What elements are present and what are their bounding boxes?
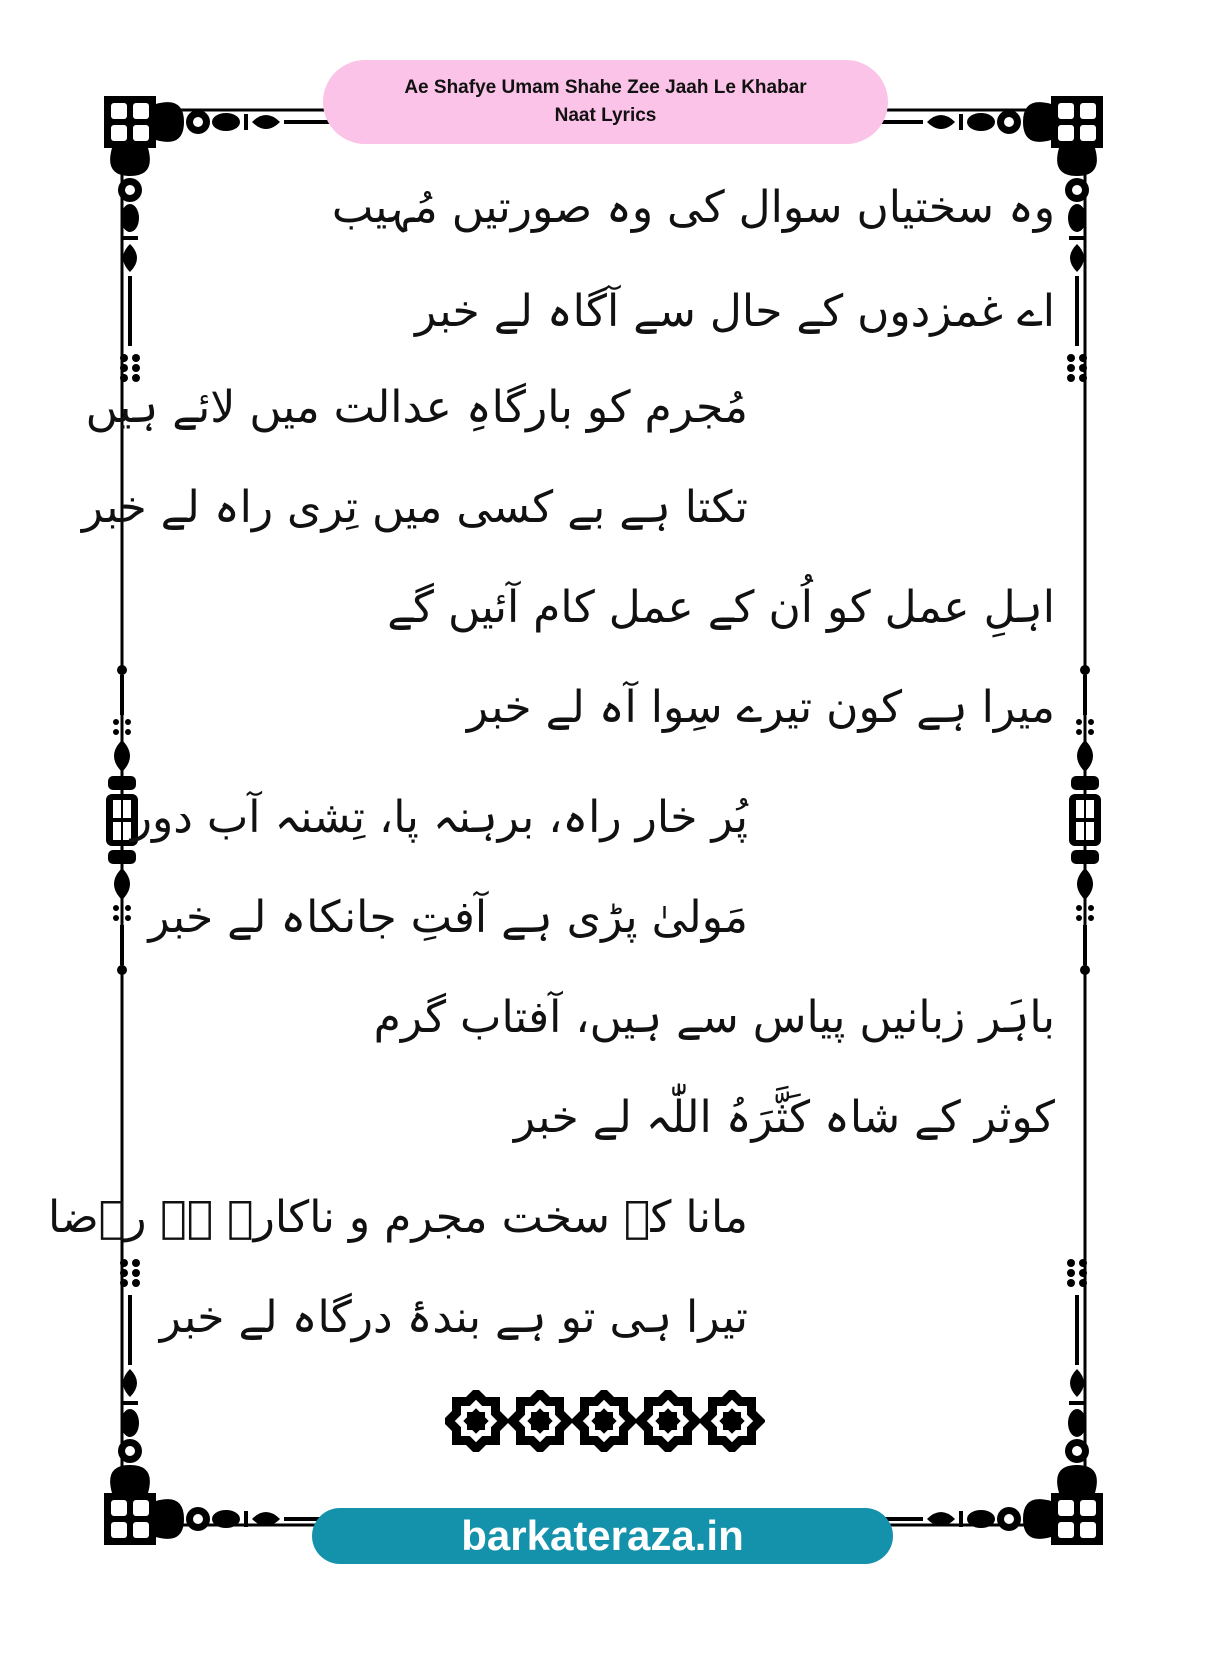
website-link[interactable]: barkateraza.in [461, 1512, 744, 1559]
verse-line-7: پُر خار راہ، برہنہ پا، تِشنہ آب دور [130, 792, 748, 843]
website-banner [312, 1508, 893, 1564]
verse-line-11: مانا کہ سخت مجرم و ناکارہ ہے رؔضا [48, 1192, 748, 1243]
title-banner [323, 60, 888, 144]
title-line-2: Naat Lyrics [554, 105, 657, 126]
verse-line-10: کوثر کے شاہ کَثَّرَہُ اللّٰہ لے خبر [513, 1092, 1055, 1143]
verse-line-3: مُجرم کو بارگاہِ عدالت میں لائے ہیں [85, 382, 748, 433]
verse-line-2: اے غمزدوں کے حال سے آگاہ لے خبر [414, 286, 1055, 337]
title-line-1: Ae Shafye Umam Shahe Zee Jaah Le Khabar [404, 77, 807, 98]
star-icon [570, 1390, 638, 1452]
verse-line-5: اہلِ عمل کو اُن کے عمل کام آئیں گے [387, 582, 1055, 633]
verse-line-6: میرا ہے کون تیرے سِوا آہ لے خبر [466, 682, 1055, 733]
verse-line-12: تیرا ہی تو ہے بندۂ درگاہ لے خبر [159, 1292, 748, 1343]
star-icon [634, 1390, 702, 1452]
star-icon [698, 1390, 765, 1452]
star-ornament-row [445, 1390, 765, 1452]
verse-line-1: وہ سختیاں سوال کی وہ صورتیں مُہیب [331, 182, 1055, 233]
star-icon [506, 1390, 574, 1452]
verse-line-4: تکتا ہے بے کسی میں تِری راہ لے خبر [81, 482, 748, 533]
star-icon [445, 1390, 510, 1452]
verse-line-9: باہَر زبانیں پیاس سے ہیں، آفتاب گرم [373, 992, 1055, 1043]
verse-line-8: مَولیٰ پڑی ہے آفتِ جانکاہ لے خبر [148, 892, 748, 943]
